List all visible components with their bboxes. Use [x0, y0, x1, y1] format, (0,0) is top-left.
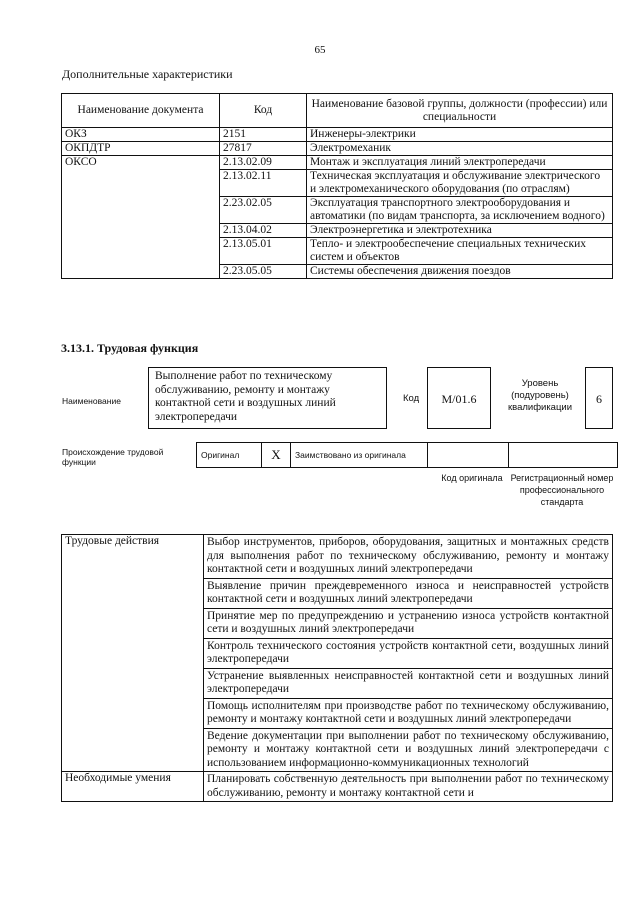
- name-cell: Техническая эксплуатация и обслуживание электрического и электромеханического оборудования (по отраслям): [307, 170, 613, 197]
- qualification-level-label: Уровень (подуровень) квалификации: [507, 378, 573, 413]
- code-cell: 2.13.02.09: [220, 156, 307, 170]
- doc-cell: ОКЗ: [62, 128, 220, 142]
- labor-action-item: Устранение выявленных неисправностей контактной сети и воздушных линий электропередачи: [204, 668, 613, 698]
- table-header-row: [62, 94, 613, 128]
- table-row: [62, 142, 613, 156]
- name-cell: Электромеханик: [307, 142, 613, 156]
- function-name-value: Выполнение работ по техническому обслуживанию, ремонту и монтажу контактной сети и воздушных линий электропередачи: [148, 367, 387, 429]
- origin-table: [196, 442, 618, 468]
- origin-label: Происхождение трудовой функции: [62, 447, 164, 467]
- table-row: [62, 772, 613, 802]
- code-cell: 2.13.05.01: [220, 238, 307, 265]
- code-label: Код: [403, 393, 420, 404]
- borrowed-label: Заимствовано из оригинала: [291, 443, 428, 468]
- doc-cell: ОКСО: [62, 156, 220, 279]
- header-document-name: Наименование документа: [62, 94, 220, 128]
- original-code-cell: [428, 443, 509, 468]
- labor-action-item: Ведение документации при выполнении работ по техническому обслуживанию, ремонту и монтажу контактной сети и воздушных линий электропередачи с использованием информационно-коммуникационных технологий: [204, 728, 613, 772]
- header-group-name: Наименование базовой группы, должности (профессии) или специальности: [307, 94, 613, 128]
- name-cell: Инженеры-электрики: [307, 128, 613, 142]
- name-cell: Системы обеспечения движения поездов: [307, 265, 613, 279]
- registration-number-caption: Регистрационный номер профессионального стандарта: [510, 473, 614, 507]
- code-cell: 2.13.02.11: [220, 170, 307, 197]
- labor-action-item: Принятие мер по предупреждению и устранению износа устройств контактной сети и воздушных линий электропередачи: [204, 608, 613, 638]
- labor-action-item: Контроль технического состояния устройств контактной сети, воздушных линий электропередачи: [204, 638, 613, 668]
- function-heading: 3.13.1. Трудовая функция: [61, 341, 199, 355]
- page-number: 65: [314, 44, 326, 56]
- doc-cell: ОКПДТР: [62, 142, 220, 156]
- table-row: [62, 535, 613, 579]
- table-row: [62, 128, 613, 142]
- origin-row: [197, 443, 618, 468]
- original-code-caption: Код оригинала: [441, 473, 503, 483]
- code-cell: 2151: [220, 128, 307, 142]
- function-code-value: M/01.6: [427, 367, 491, 429]
- original-label: Оригинал: [197, 443, 262, 468]
- section-heading: Дополнительные характеристики: [62, 67, 233, 81]
- labor-action-item: Помощь исполнителям при производстве работ по техническому обслуживанию, ремонту и монтажу контактной сети и воздушных линий электропередачи: [204, 698, 613, 728]
- name-cell: Электроэнергетика и электротехника: [307, 224, 613, 238]
- labor-action-item: Выявление причин преждевременного износа и неисправностей устройств контактной сети и воздушных линий электропередачи: [204, 578, 613, 608]
- name-label: Наименование: [62, 396, 121, 406]
- registration-number-cell: [509, 443, 618, 468]
- qualification-level-value: 6: [585, 367, 613, 429]
- code-cell: 2.23.02.05: [220, 197, 307, 224]
- characteristics-table: [61, 93, 613, 279]
- name-cell: Тепло- и электрообеспечение специальных технических систем и объектов: [307, 238, 613, 265]
- header-code: Код: [220, 94, 307, 128]
- code-cell: 27817: [220, 142, 307, 156]
- labor-actions-label: Трудовые действия: [62, 535, 204, 772]
- labor-actions-table: [61, 534, 613, 802]
- skill-item: Планировать собственную деятельность при выполнении работ по техническому обслуживанию, ремонту и монтажу контактной сети и: [204, 772, 613, 802]
- original-mark: X: [262, 443, 291, 468]
- labor-action-item: Выбор инструментов, приборов, оборудования, защитных и монтажных средств для выполнения работ по техническому обслуживанию, ремонту и монтажу контактной сети и воздушных линий электропередачи: [204, 535, 613, 579]
- name-cell: Монтаж и эксплуатация линий электропередачи: [307, 156, 613, 170]
- table-row: [62, 156, 613, 170]
- code-cell: 2.13.04.02: [220, 224, 307, 238]
- name-cell: Эксплуатация транспортного электрооборудования и автоматики (по видам транспорта, за исключением водного): [307, 197, 613, 224]
- code-cell: 2.23.05.05: [220, 265, 307, 279]
- skills-label: Необходимые умения: [62, 772, 204, 802]
